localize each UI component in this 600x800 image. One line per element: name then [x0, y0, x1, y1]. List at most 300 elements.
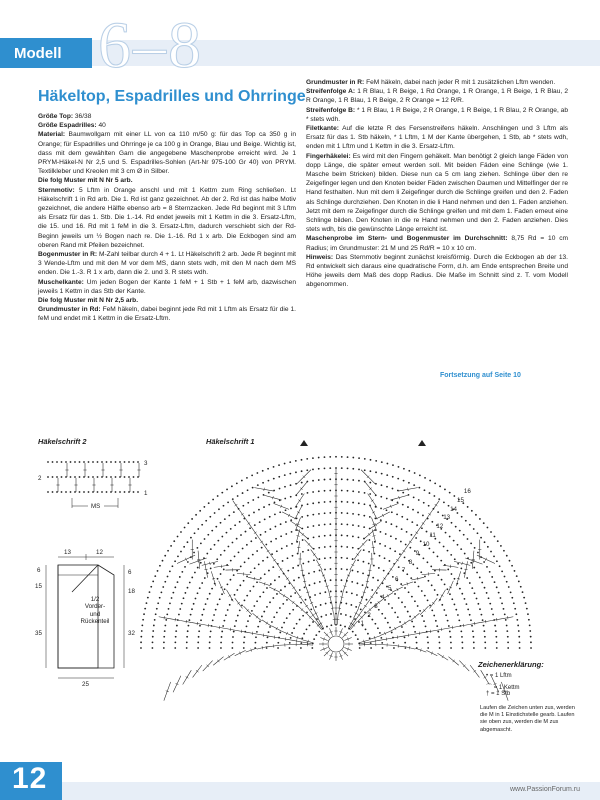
chain-stitch-mark	[215, 609, 217, 611]
chain-stitch-mark	[429, 604, 431, 606]
chart2-ms-label: MS	[91, 503, 101, 510]
chain-stitch-mark	[271, 621, 273, 623]
chain-stitch-mark	[424, 576, 426, 578]
chain-stitch-mark	[156, 608, 158, 610]
schematic-left-height-3: 35	[35, 630, 42, 637]
chain-stitch-mark	[150, 586, 152, 588]
chain-stitch-mark	[137, 491, 139, 493]
chain-stitch-mark	[141, 624, 143, 626]
chain-stitch-mark	[188, 625, 190, 627]
chain-stitch-mark	[287, 557, 289, 559]
chain-stitch-mark	[200, 562, 202, 564]
chain-stitch-mark	[381, 461, 383, 463]
chain-stitch-mark	[431, 584, 433, 586]
chain-stitch-mark	[225, 614, 227, 616]
chain-stitch-mark	[269, 626, 271, 628]
chain-stitch-mark	[344, 626, 346, 628]
chain-stitch-mark	[163, 641, 165, 643]
chain-stitch-mark	[495, 630, 497, 632]
chain-stitch-mark	[466, 577, 468, 579]
chain-stitch-mark	[329, 546, 331, 548]
chain-stitch-mark	[101, 491, 103, 493]
chain-stitch-mark	[347, 501, 349, 503]
chain-stitch-mark	[312, 469, 314, 471]
chain-stitch-mark	[234, 625, 236, 627]
chain-stitch-mark	[526, 608, 528, 610]
chain-stitch-mark	[286, 617, 288, 619]
chain-stitch-mark	[201, 614, 203, 616]
model-number: 6–8	[98, 9, 203, 82]
chain-stitch-mark	[304, 587, 306, 589]
chain-stitch-mark	[419, 610, 421, 612]
chain-stitch-mark	[425, 625, 427, 627]
chain-stitch-mark	[360, 608, 362, 610]
chain-stitch-mark	[312, 491, 314, 493]
chain-stitch-mark	[247, 502, 249, 504]
chain-stitch-mark	[380, 637, 382, 639]
chain-stitch-mark	[443, 609, 445, 611]
chain-stitch-mark	[330, 624, 332, 626]
chain-stitch-mark	[490, 531, 492, 533]
chain-stitch-mark	[439, 647, 441, 649]
chain-stitch-mark	[503, 608, 505, 610]
chain-stitch-mark	[258, 509, 260, 511]
chain-stitch-mark	[252, 499, 254, 501]
chain-stitch-mark	[408, 470, 410, 472]
paragraph-text: Das Sternmotiv beginnt zunächst kreisförmig. Durch die Eckbogen ab der 13. Rd entwickelt sich daraus eine quadratische Form, d.h. am Ende entsprechen Breite und Höhe jeweils dem Maß des dopp Radius. Die Maße im Schnitt sind z. T. vom Modell abgenommen.	[306, 253, 568, 289]
chain-stitch-mark	[500, 597, 502, 599]
chain-stitch-mark	[290, 637, 292, 639]
chain-stitch-mark	[398, 597, 400, 599]
chain-stitch-mark	[496, 647, 498, 649]
chain-stitch-mark	[74, 461, 76, 463]
chain-stitch-mark	[330, 591, 332, 593]
chain-stitch-mark	[199, 625, 201, 627]
chain-stitch-mark	[414, 472, 416, 474]
chain-stitch-mark	[268, 504, 270, 506]
chain-stitch-mark	[248, 515, 250, 517]
chain-stitch-mark	[244, 636, 246, 638]
chain-stitch-mark	[313, 559, 315, 561]
schematic-piece-label-1: 1/2	[90, 596, 100, 603]
chain-stitch-mark	[215, 526, 217, 528]
paragraph-label: Maschenprobe im Stern- und Bogenmuster im Durchschnitt:	[306, 235, 508, 243]
paragraph-label: Streifenfolge B:	[306, 106, 356, 114]
chain-stitch-mark	[217, 604, 219, 606]
chain-stitch-mark	[457, 544, 459, 546]
chain-stitch-mark	[302, 539, 304, 541]
chain-stitch-mark	[178, 614, 180, 616]
chain-stitch-mark	[406, 518, 408, 520]
chain-stitch-mark	[410, 577, 412, 579]
chain-stitch-mark	[290, 508, 292, 510]
chain-stitch-mark	[434, 589, 436, 591]
chain-stitch-mark	[265, 544, 267, 546]
chain-stitch-mark	[387, 622, 389, 624]
chain-stitch-mark	[293, 579, 295, 581]
chain-stitch-mark	[434, 482, 436, 484]
chain-stitch-mark	[399, 621, 401, 623]
chain-stitch-mark	[70, 461, 72, 463]
chain-stitch-mark	[217, 495, 219, 497]
chain-stitch-mark	[470, 619, 472, 621]
chain-stitch-mark	[110, 476, 112, 478]
chain-stitch-mark	[398, 566, 400, 568]
chain-stitch-mark	[346, 546, 348, 548]
chain-stitch-mark	[505, 619, 507, 621]
chain-stitch-mark	[257, 626, 259, 628]
chart2-row-3: 3	[144, 460, 148, 467]
chain-stitch-mark	[279, 511, 281, 513]
chain-stitch-mark	[290, 595, 292, 597]
chain-stitch-mark	[450, 642, 452, 644]
continued-note: Fortsetzung auf Seite 10	[440, 372, 521, 379]
chain-stitch-mark	[92, 461, 94, 463]
chain-stitch-mark	[330, 557, 332, 559]
chain-stitch-mark	[364, 458, 366, 460]
chain-stitch-mark	[200, 542, 202, 544]
chain-stitch-mark	[259, 521, 261, 523]
chain-stitch-mark	[479, 518, 481, 520]
chain-stitch-mark	[83, 491, 85, 493]
chain-stitch-mark	[519, 647, 521, 649]
chain-stitch-mark	[467, 538, 469, 540]
chain-stitch-mark	[266, 647, 268, 649]
chain-stitch-mark	[191, 518, 193, 520]
chain-stitch-mark	[370, 459, 372, 461]
chain-stitch-mark	[241, 480, 243, 482]
chain-stitch-mark	[228, 546, 230, 548]
chain-stitch-mark	[477, 532, 479, 534]
chain-stitch-mark	[458, 620, 460, 622]
chain-stitch-mark	[439, 642, 441, 644]
chain-stitch-mark	[128, 461, 130, 463]
chain-stitch-mark	[152, 630, 154, 632]
chain-stitch-mark	[164, 630, 166, 632]
chain-stitch-mark	[170, 545, 172, 547]
chain-stitch-mark	[276, 593, 278, 595]
paragraph-label: Fingerhäkelei:	[306, 152, 351, 160]
chain-stitch-mark	[162, 586, 164, 588]
chain-stitch-mark	[189, 619, 191, 621]
chain-stitch-mark	[297, 565, 299, 567]
chain-stitch-mark	[375, 471, 377, 473]
chain-stitch-mark	[467, 609, 469, 611]
chain-stitch-mark	[52, 476, 54, 478]
chain-stitch-mark	[207, 534, 209, 536]
chain-stitch-mark	[237, 495, 239, 497]
chain-stitch-mark	[277, 642, 279, 644]
chain-stitch-mark	[325, 603, 327, 605]
chain-stitch-mark	[318, 547, 320, 549]
chain-stitch-mark	[267, 636, 269, 638]
chain-stitch-mark	[341, 546, 343, 548]
chain-stitch-mark	[437, 631, 439, 633]
chain-stitch-mark	[246, 576, 248, 578]
chain-stitch-mark	[232, 642, 234, 644]
chain-stitch-mark	[285, 533, 287, 535]
paragraph-text: 40	[96, 122, 106, 130]
chain-stitch-mark	[318, 468, 320, 470]
chain-stitch-mark	[369, 516, 371, 518]
chain-stitch-mark	[357, 638, 359, 640]
chain-stitch-mark	[358, 480, 360, 482]
chain-stitch-mark	[367, 587, 369, 589]
chain-stitch-mark	[164, 581, 166, 583]
chain-stitch-mark	[52, 461, 54, 463]
chain-stitch-mark	[421, 615, 423, 617]
chain-stitch-mark	[427, 642, 429, 644]
chain-stitch-mark	[469, 524, 471, 526]
chain-stitch-mark	[209, 593, 211, 595]
chain-stitch-mark	[307, 526, 309, 528]
chain-stitch-mark	[281, 548, 283, 550]
chain-stitch-mark	[453, 495, 455, 497]
chain-stitch-mark	[350, 604, 352, 606]
chain-stitch-mark	[115, 491, 117, 493]
chain-stitch-mark	[177, 581, 179, 583]
chain-stitch-mark	[507, 641, 509, 643]
chain-stitch-mark	[530, 636, 532, 638]
chain-stitch-mark	[163, 636, 165, 638]
chain-stitch-mark	[302, 563, 304, 565]
chain-stitch-mark	[375, 483, 377, 485]
chain-stitch-mark	[406, 531, 408, 533]
chain-stitch-mark	[450, 647, 452, 649]
chain-stitch-mark	[479, 608, 481, 610]
chain-stitch-mark	[289, 642, 291, 644]
chain-stitch-mark	[369, 482, 371, 484]
chain-stitch-mark	[231, 485, 233, 487]
chain-stitch-mark	[261, 547, 263, 549]
chain-stitch-mark	[177, 555, 179, 557]
chain-stitch-mark	[218, 508, 220, 510]
chain-stitch-mark	[359, 647, 361, 649]
chain-stitch-mark	[293, 627, 295, 629]
chain-stitch-mark	[455, 609, 457, 611]
chain-stitch-mark	[418, 499, 420, 501]
chain-stitch-mark	[65, 476, 67, 478]
chain-stitch-mark	[236, 538, 238, 540]
chain-stitch-mark	[238, 551, 240, 553]
chain-stitch-mark	[263, 506, 265, 508]
chain-stitch-mark	[193, 552, 195, 554]
chain-stitch-mark	[329, 501, 331, 503]
chain-stitch-mark	[397, 616, 399, 618]
watermark: www.PassionForum.ru	[510, 786, 581, 793]
schematic-piece-label	[75, 596, 115, 626]
chain-stitch-mark	[464, 598, 466, 600]
paragraph-label: Bogenmuster in R:	[38, 251, 98, 259]
chain-stitch-mark	[341, 467, 343, 469]
chain-stitch-mark	[371, 619, 373, 621]
chain-stitch-mark	[370, 602, 372, 604]
chain-stitch-mark	[393, 642, 395, 644]
chain-stitch-mark	[264, 518, 266, 520]
chain-stitch-mark	[259, 596, 261, 598]
chain-stitch-mark	[233, 631, 235, 633]
chain-stitch-mark	[264, 573, 266, 575]
chain-stitch-mark	[460, 630, 462, 632]
schematic-left-height-2: 15	[35, 583, 42, 590]
chain-stitch-mark	[47, 476, 49, 478]
chain-stitch-mark	[418, 487, 420, 489]
chain-stitch-mark	[506, 581, 508, 583]
chain-stitch-mark	[373, 565, 375, 567]
chain-stitch-mark	[447, 620, 449, 622]
paragraph-label: Hinweis:	[306, 253, 334, 261]
chain-stitch-mark	[346, 591, 348, 593]
chain-stitch-mark	[518, 581, 520, 583]
chain-stitch-mark	[302, 615, 304, 617]
chain-stitch-mark	[258, 564, 260, 566]
chain-stitch-mark	[395, 538, 397, 540]
chain-stitch-mark	[194, 532, 196, 534]
chain-stitch-mark	[187, 541, 189, 543]
chain-stitch-mark	[429, 492, 431, 494]
chain-stitch-mark	[346, 557, 348, 559]
chain-stitch-mark	[312, 457, 314, 459]
chain-stitch-mark	[504, 613, 506, 615]
chain-stitch-mark	[324, 501, 326, 503]
chain-stitch-mark	[493, 555, 495, 557]
chain-stitch-mark	[283, 622, 285, 624]
legend-item-chain	[486, 673, 512, 679]
chain-stitch-mark	[247, 620, 249, 622]
chain-stitch-mark	[284, 474, 286, 476]
chain-stitch-mark	[414, 631, 416, 633]
chain-stitch-mark	[213, 614, 215, 616]
chain-stitch-mark	[211, 530, 213, 532]
chain-stitch-mark	[471, 510, 473, 512]
chain-stitch-mark	[259, 621, 261, 623]
chain-stitch-mark	[379, 555, 381, 557]
chain-stitch-mark	[477, 603, 479, 605]
chain-stitch-mark	[352, 570, 354, 572]
chain-stitch-mark	[194, 572, 196, 574]
chain-stitch-mark	[481, 582, 483, 584]
chain-stitch-mark	[399, 553, 401, 555]
chain-stitch-mark	[197, 647, 199, 649]
chain-stitch-mark	[257, 484, 259, 486]
chain-stitch-mark	[461, 516, 463, 518]
chain-stitch-mark	[197, 592, 199, 594]
chain-stitch-mark	[157, 602, 159, 604]
chain-stitch-mark	[270, 583, 272, 585]
chain-stitch-mark	[119, 461, 121, 463]
chain-stitch-mark	[203, 609, 205, 611]
chain-stitch-mark	[527, 613, 529, 615]
chain-stitch-mark	[346, 524, 348, 526]
chain-stitch-mark	[79, 476, 81, 478]
chain-stitch-mark	[376, 592, 378, 594]
chain-stitch-mark	[183, 546, 185, 548]
chain-stitch-mark	[357, 582, 359, 584]
chain-stitch-mark	[174, 641, 176, 643]
chain-stitch-mark	[516, 619, 518, 621]
chain-stitch-mark	[511, 597, 513, 599]
chain-stitch-mark	[70, 491, 72, 493]
chain-stitch-mark	[179, 608, 181, 610]
chain-stitch-mark	[284, 463, 286, 465]
chain-stitch-mark	[417, 605, 419, 607]
chain-stitch-mark	[198, 636, 200, 638]
chain-stitch-mark	[295, 471, 297, 473]
chain-stitch-mark	[191, 608, 193, 610]
chain-stitch-mark	[457, 563, 459, 565]
chain-stitch-mark	[309, 584, 311, 586]
chart1-row-number: 6	[394, 576, 399, 584]
chain-stitch-mark	[47, 461, 49, 463]
chain-stitch-mark	[74, 476, 76, 478]
chain-stitch-mark	[489, 571, 491, 573]
chain-stitch-mark	[397, 478, 399, 480]
chain-stitch-mark	[281, 627, 283, 629]
chain-stitch-mark	[252, 554, 254, 556]
chain-stitch-mark	[61, 461, 63, 463]
chain-stitch-mark	[246, 595, 248, 597]
chain-stitch-mark	[221, 492, 223, 494]
chain-stitch-mark	[278, 476, 280, 478]
chain-stitch-mark	[314, 594, 316, 596]
chain-stitch-mark	[173, 540, 175, 542]
chain-stitch-mark	[427, 561, 429, 563]
chain-stitch-mark	[394, 612, 396, 614]
chain-stitch-mark	[191, 577, 193, 579]
paragraph-text: Es wird mit den Fingern gehäkelt. Man benötigt 2 gleich lange Fäden von dopp Länge, die später erneut werden soll. Mit beiden Fäden eine Schlinge (wie 1. Masche beim Stricken) bilden. Diese nun ca 5 cm lang ziehen. Schlinge über den re Zeigefinger legen und den Knoten beider Fäden zwischen Daumen und Mittelfinger der re Hand festhalten. Nun mit dem li Zeigefinger durch die Schlinge greifen und den 2. Faden als Schlinge durchziehen. Den Knoten in die li Hand nehmen und den 1. Faden anziehen. Jetzt mit dem re Zeigefinger durch die Schlinge greifen und mit dem 1. Faden erneut eine Schlinge bilden. Den Knoten in die re Hand nehmen und den 2. Faden anziehen. Dies stets wdh, bis die gewünschte Länge erreicht ist.	[306, 152, 568, 234]
chain-stitch-mark	[165, 619, 167, 621]
chain-stitch-mark	[433, 551, 435, 553]
chain-stitch-mark	[401, 601, 403, 603]
chain-stitch-mark	[441, 604, 443, 606]
chain-stitch-mark	[133, 491, 135, 493]
chain-stitch-mark	[220, 573, 222, 575]
chain-stitch-mark	[208, 502, 210, 504]
chain-stitch-mark	[324, 524, 326, 526]
chain-stitch-mark	[335, 456, 337, 458]
chain-stitch-mark	[520, 586, 522, 588]
chain-stitch-mark	[177, 536, 179, 538]
chain-stitch-mark	[301, 470, 303, 472]
chain-stitch-mark	[431, 609, 433, 611]
chain-stitch-mark	[496, 641, 498, 643]
chain-stitch-mark	[435, 620, 437, 622]
chain-stitch-mark	[253, 605, 255, 607]
legend-note: Laufen die Zeichen unten zus, werden die M in 1 Einstichstelle gearb. Laufen sie oben zus, werden die M zus abgemascht.	[480, 705, 575, 733]
chain-stitch-mark	[389, 560, 391, 562]
chain-stitch-mark	[403, 631, 405, 633]
chain-stitch-mark	[402, 504, 404, 506]
chain-stitch-mark	[228, 515, 230, 517]
chain-stitch-mark	[300, 642, 302, 644]
chain-stitch-mark	[398, 466, 400, 468]
chain-stitch-mark	[525, 602, 527, 604]
chain-stitch-mark	[227, 609, 229, 611]
chain-stitch-mark	[429, 480, 431, 482]
chain-stitch-mark	[140, 641, 142, 643]
chain-stitch-mark	[312, 514, 314, 516]
chain-stitch-mark	[168, 608, 170, 610]
chain-stitch-mark	[433, 495, 435, 497]
chain-stitch-mark	[420, 571, 422, 573]
chain-stitch-mark	[356, 594, 358, 596]
chain-stitch-mark	[396, 526, 398, 528]
chain-stitch-mark	[506, 555, 508, 557]
chain-stitch-mark	[137, 476, 139, 478]
chain-stitch-mark	[414, 581, 416, 583]
chain-stitch-mark	[110, 461, 112, 463]
chain-stitch-mark	[474, 592, 476, 594]
